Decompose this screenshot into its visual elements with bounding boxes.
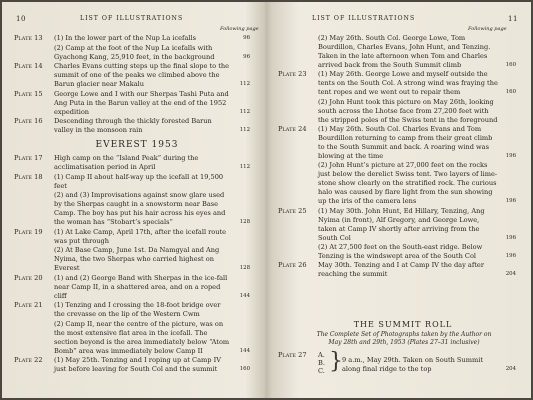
- plate-caption: May 30th. Tenzing and I at Camp IV the day after reaching the summit: [318, 261, 484, 279]
- plate-caption: George Lowe and I with our Sherpas Tashi Puta and Ang Puta in the Barun valley at the end of the 1952 expedition: [54, 89, 229, 116]
- plate-caption: Charles Evans cutting steps up the final slope to the summit of one of the peaks we climbed above the Barun glacier near Makalu: [54, 62, 230, 88]
- plate-27-page: 204: [505, 366, 516, 372]
- plate-label: Plate 21: [14, 301, 43, 309]
- plate-caption: (2) At Base Camp, June 1st. Da Namgyal and Ang Nyima, the two Sherpas who carried highest on Everest: [54, 246, 220, 272]
- plate-page-number: 144: [239, 347, 250, 354]
- plate-page-number: 112: [239, 81, 250, 87]
- plate-label: Plate 20: [14, 273, 43, 282]
- plate-page-number: 204: [505, 271, 516, 278]
- plate-27-text: 9 a.m., May 29th. Taken on South Summit along final ridge to the top: [342, 356, 483, 373]
- plate-label: Plate 17: [14, 154, 43, 162]
- plate-label: Plate 14: [14, 62, 43, 70]
- plate-page-number: 196: [505, 234, 516, 241]
- right-section-sub-2: May 28th and 29th, 1953 (Plates 27–31 inclusive): [328, 339, 480, 346]
- plate-caption: (1) and (2) George Band with Sherpas in the ice-fall near Camp II, in a shattered area, and on a roped cliff: [54, 273, 228, 300]
- plate-caption: (2) John Hunt’s picture at 27,000 feet on the rocks just below the derelict Swiss tent. Two layers of lime-stone show clearly on the stratified rock. The curious halo was caused by flare light from the sun showing up the iris of the camera lens: [318, 161, 498, 206]
- right-page: [268, 2, 531, 398]
- plate-page-number: 160: [505, 89, 516, 96]
- book-spread: [2, 2, 531, 398]
- plate-page-number: 160: [505, 62, 516, 68]
- plate-caption: (1) In the lower part of the Nup La icefalls: [54, 34, 197, 42]
- plate-27-sub-b: B.: [318, 359, 325, 367]
- plate-caption: (1) At Lake Camp, April 17th, after the icefall route was put through: [54, 227, 227, 245]
- right-running-head: LIST OF ILLUSTRATIONS: [312, 15, 416, 22]
- plate-page-number: 196: [505, 252, 516, 259]
- right-following-page: Following page: [468, 26, 507, 32]
- plate-caption: (1) May 26th. George Lowe and myself outside the tents on the South Col. A strong wind was fraying the tent ropes and we went out to repair them: [318, 70, 498, 97]
- left-section-title: EVEREST 1953: [95, 140, 179, 150]
- plate-caption: (2) John Hunt took this picture on May 26th, looking south across the Lhotse face from 27,200 feet with the stripped poles of the Swiss tent in the foreground: [318, 97, 498, 124]
- left-following-page: Following page: [220, 26, 259, 32]
- plate-label: Plate 23: [278, 70, 307, 79]
- plate-page-number: 112: [239, 127, 250, 133]
- plate-page-number: 128: [239, 219, 250, 225]
- plate-caption: (1) May 26th. South Col. Charles Evans and Tom Bourdillon returning to camp from their great climb to the South Summit and back. A roaring wind was blowing at the time: [318, 124, 493, 160]
- plate-27-brace: }: [329, 349, 343, 374]
- plate-caption: High camp on the “Island Peak” during the acclimatisation period in April: [54, 154, 199, 171]
- plate-page-number: 112: [239, 164, 250, 170]
- plate-27-label: Plate 27: [278, 351, 307, 359]
- plate-27-sub-a: A.: [318, 351, 325, 359]
- plate-page-number: 160: [239, 366, 250, 372]
- plate-caption: (1) May 25th. Tenzing and I roping up at Camp IV just before leaving for South Col and the summit: [54, 356, 221, 373]
- plate-caption: (1) May 30th. John Hunt, Ed Hillary, Tenzing, Ang Nyima (in front), Alf Gregory, and George Lowe, taken at Camp IV shortly after arriving from the South Col: [318, 206, 485, 242]
- plate-caption: (2) and (3) Improvisations against snow glare used by the Sherpas caught in a snowstorm near Base Camp. The boy has put his hair across his eyes and the woman has “Stobart’s specials”: [54, 191, 226, 226]
- plate-caption: Descending through the thickly forested Barun valley in the monsoon rain: [54, 117, 212, 134]
- plate-label: Plate 15: [14, 89, 43, 98]
- plate-label: Plate 13: [14, 34, 43, 42]
- plate-27-sub-c: C.: [318, 367, 325, 375]
- plate-caption: (2) Camp II, near the centre of the picture, was on the most extensive flat area in the icefall. The section beyond is the area immediately below “Atom Bomb” area was immediately below Camp II: [54, 319, 230, 355]
- plate-label: Plate 24: [278, 124, 307, 133]
- plate-page-number: 128: [239, 265, 250, 271]
- plate-page-number: 96: [243, 35, 250, 41]
- plate-label: Plate 26: [278, 261, 307, 270]
- left-running-head: LIST OF ILLUSTRATIONS: [80, 15, 184, 22]
- right-section-title: THE SUMMIT ROLL: [353, 320, 453, 329]
- plate-label: Plate 19: [14, 227, 43, 236]
- plate-caption: (2) Camp at the foot of the Nup La icefalls with Gyachong Kang, 25,910 feet, in the background: [54, 43, 215, 61]
- plate-label: Plate 22: [14, 356, 43, 364]
- plate-label: Plate 16: [14, 117, 43, 125]
- right-page-number: 11: [508, 15, 518, 23]
- left-page-number: 10: [16, 15, 26, 23]
- plate-page-number: 96: [243, 53, 250, 60]
- plate-page-number: 112: [239, 108, 250, 115]
- left-page: [2, 2, 266, 398]
- plate-caption: (1) Tenzing and I crossing the 18-foot bridge over the crevasse on the lip of the Western Cwm: [54, 301, 221, 318]
- plate-caption: (1) Camp II about half-way up the icefall at 19,500 feet: [54, 172, 224, 190]
- plate-label: Plate 18: [14, 172, 43, 181]
- plate-page-number: 144: [239, 292, 250, 299]
- plate-page-number: 196: [505, 152, 516, 159]
- plate-page-number: 196: [505, 198, 516, 205]
- plate-label: Plate 25: [278, 206, 307, 215]
- right-section-sub-1: The Complete Set of Photographs taken by the Author on: [316, 331, 492, 338]
- plate-caption: (2) May 26th. South Col. George Lowe, Tom Bourdillon, Charles Evans, John Hunt, and Tenzing. Taken in the late afternoon when Tom and Charles arrived back from the South Summit climb: [318, 34, 491, 69]
- plate-caption: (2) At 27,500 feet on the South-east ridge. Below Tenzing is the windswept area of the South Col: [318, 242, 483, 260]
